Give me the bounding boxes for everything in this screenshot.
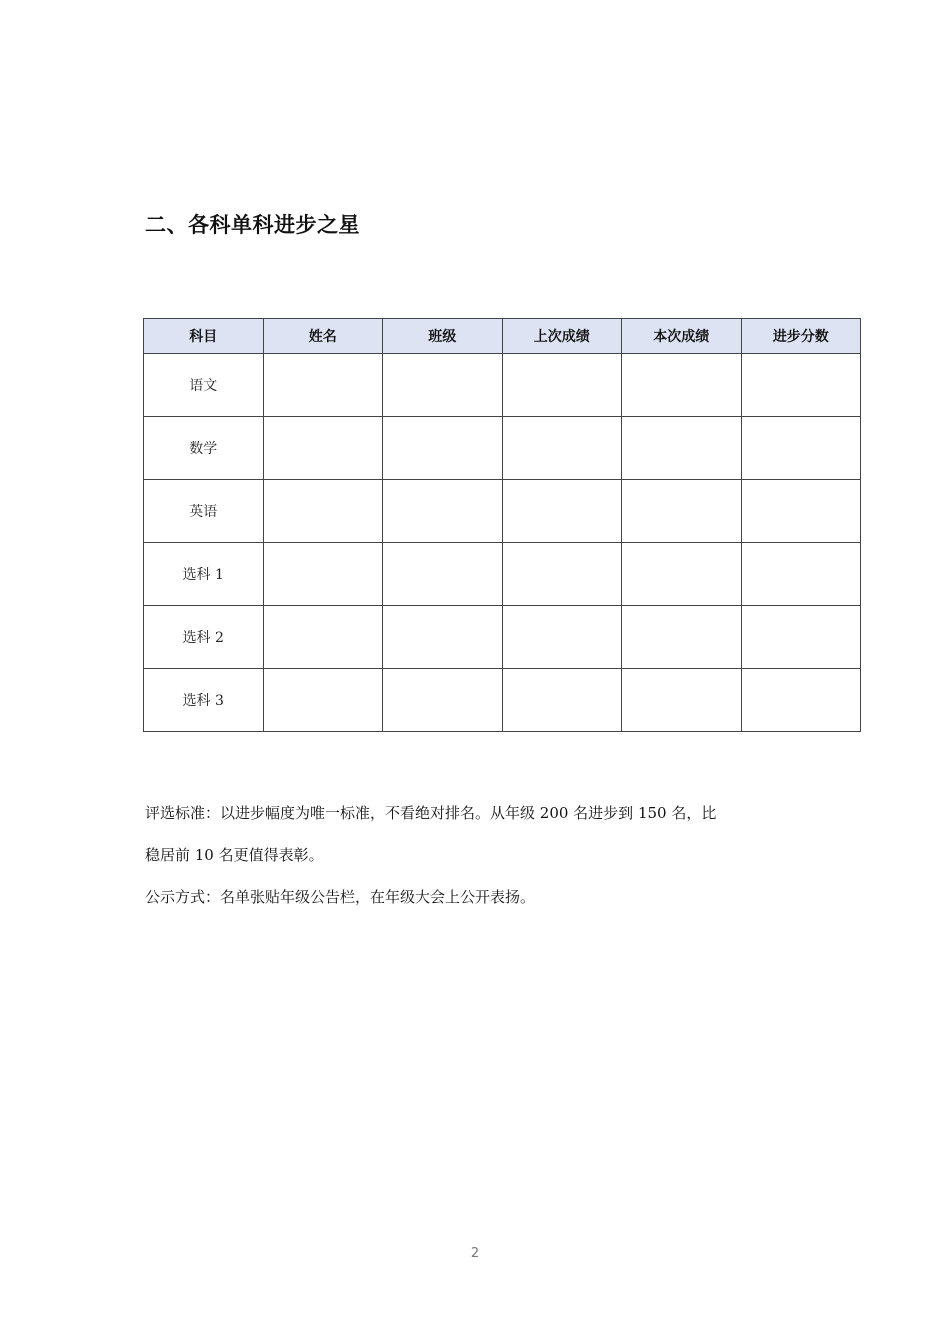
table-cell <box>622 606 742 669</box>
table-cell <box>502 480 622 543</box>
table-cell <box>502 669 622 732</box>
table-cell <box>741 354 861 417</box>
table-cell <box>741 417 861 480</box>
subject-cell: 选科 3 <box>144 669 264 732</box>
table-cell <box>502 417 622 480</box>
subject-cell: 选科 2 <box>144 606 264 669</box>
table-cell <box>263 669 383 732</box>
table-row <box>144 669 861 732</box>
table-cell <box>622 417 742 480</box>
table-cell <box>263 543 383 606</box>
table-row <box>144 354 861 417</box>
table-cell <box>622 669 742 732</box>
table-cell <box>383 543 503 606</box>
subject-cell: 选科 1 <box>144 543 264 606</box>
progress-star-table <box>143 318 861 732</box>
header-current-score: 本次成绩 <box>622 319 742 354</box>
header-progress-points: 进步分数 <box>741 319 861 354</box>
table-row <box>144 606 861 669</box>
table-cell <box>502 606 622 669</box>
header-class: 班级 <box>383 319 503 354</box>
table-cell <box>741 480 861 543</box>
subject-cell: 英语 <box>144 480 264 543</box>
publicity-text: 公示方式：名单张贴年级公告栏，在年级大会上公开表扬。 <box>145 888 536 906</box>
table-cell <box>263 606 383 669</box>
table-cell <box>741 606 861 669</box>
table-cell <box>502 543 622 606</box>
table-header-row <box>144 319 861 354</box>
table-cell <box>622 543 742 606</box>
header-name: 姓名 <box>263 319 383 354</box>
table-cell <box>741 669 861 732</box>
header-subject: 科目 <box>144 319 264 354</box>
table-row <box>144 417 861 480</box>
table-cell <box>263 480 383 543</box>
criteria-text-line2: 稳居前 10 名更值得表彰。 <box>145 846 324 864</box>
table-row <box>144 480 861 543</box>
table-cell <box>383 417 503 480</box>
table-cell <box>383 354 503 417</box>
table-row <box>144 543 861 606</box>
section-title: 二、各科单科进步之星 <box>145 213 360 237</box>
header-previous-score: 上次成绩 <box>502 319 622 354</box>
table-cell <box>263 417 383 480</box>
page-number: 2 <box>470 1246 480 1261</box>
table-cell <box>741 543 861 606</box>
table-cell <box>622 354 742 417</box>
table-cell <box>383 480 503 543</box>
subject-cell: 数学 <box>144 417 264 480</box>
table-cell <box>622 480 742 543</box>
table-cell <box>263 354 383 417</box>
subject-cell: 语文 <box>144 354 264 417</box>
table-cell <box>383 669 503 732</box>
criteria-text-line1: 评选标准：以进步幅度为唯一标准，不看绝对排名。从年级 200 名进步到 150 名，比 <box>145 804 717 822</box>
table-cell <box>383 606 503 669</box>
table-cell <box>502 354 622 417</box>
